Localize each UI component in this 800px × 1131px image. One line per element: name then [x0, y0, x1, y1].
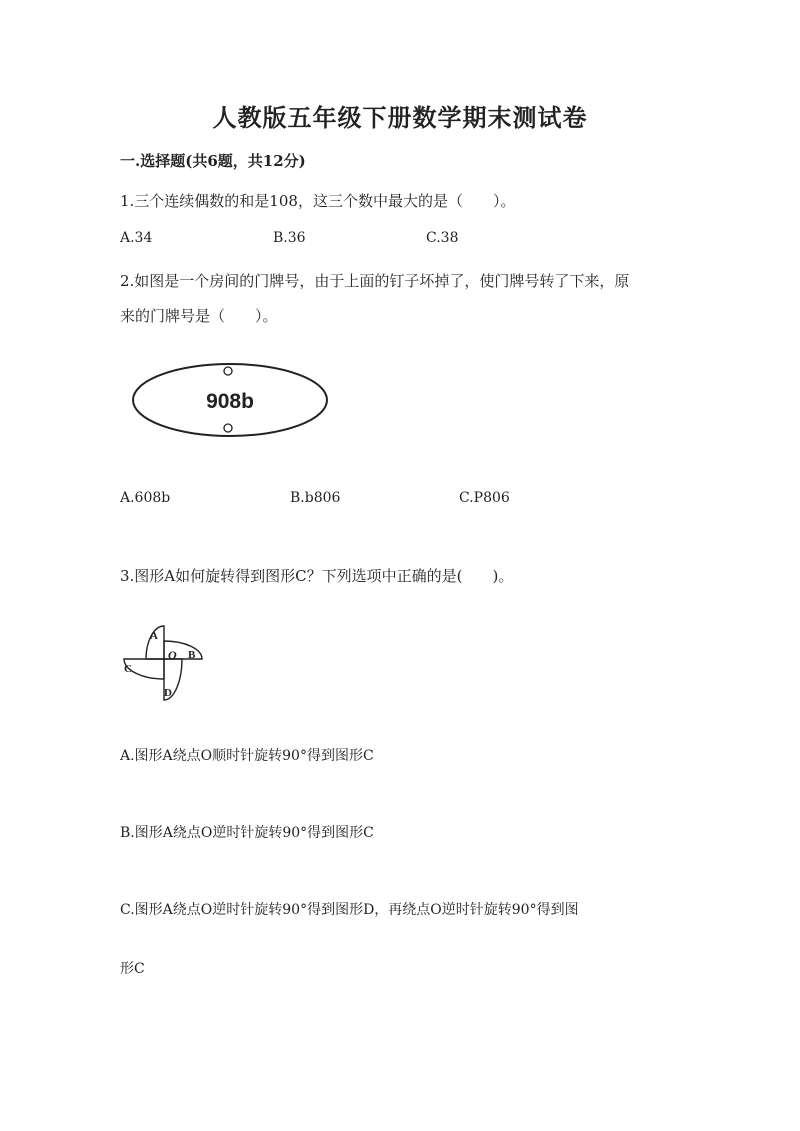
question-2-text-line-2: 来的门牌号是（ ）。: [120, 307, 278, 325]
question-2-option-a[interactable]: A.608b: [120, 490, 171, 506]
section-heading: 一.选择题(共6题，共12分): [120, 152, 306, 170]
label-b: B: [188, 649, 196, 661]
question-1-text: 1.三个连续偶数的和是108，这三个数中最大的是（ ）。: [120, 192, 516, 210]
question-1-option-a[interactable]: A.34: [120, 230, 153, 246]
question-3-option-a[interactable]: A.图形A绕点O顺时针旋转90°得到图形C: [120, 748, 374, 764]
question-3-text: 3.图形A如何旋转得到图形C？下列选项中正确的是( )。: [120, 567, 514, 585]
question-1-option-b[interactable]: B.36: [273, 230, 306, 246]
question-3-option-c-continued: 形C: [120, 961, 145, 977]
door-plate-figure: [130, 362, 335, 442]
question-3-option-c[interactable]: C.图形A绕点O逆时针旋转90°得到图形D，再绕点O逆时针旋转90°得到图: [120, 902, 579, 918]
rotation-figure: [118, 620, 213, 705]
question-2-option-c[interactable]: C.P806: [459, 490, 510, 506]
label-c: C: [124, 663, 132, 675]
nail-hole-bottom: [224, 424, 232, 432]
label-a: A: [150, 630, 158, 642]
question-2-option-b[interactable]: B.b806: [290, 490, 341, 506]
question-3-option-b[interactable]: B.图形A绕点O逆时针旋转90°得到图形C: [120, 825, 374, 841]
page-title: 人教版五年级下册数学期末测试卷: [212, 103, 588, 132]
question-2-text-line-1: 2.如图是一个房间的门牌号，由于上面的钉子坏掉了，使门牌号转了下来，原: [120, 272, 630, 290]
door-plate-number: 908b: [206, 390, 254, 413]
question-1-option-c[interactable]: C.38: [426, 230, 459, 246]
label-d: D: [164, 687, 172, 699]
label-o: O: [168, 648, 177, 662]
nail-hole-top: [224, 367, 232, 375]
